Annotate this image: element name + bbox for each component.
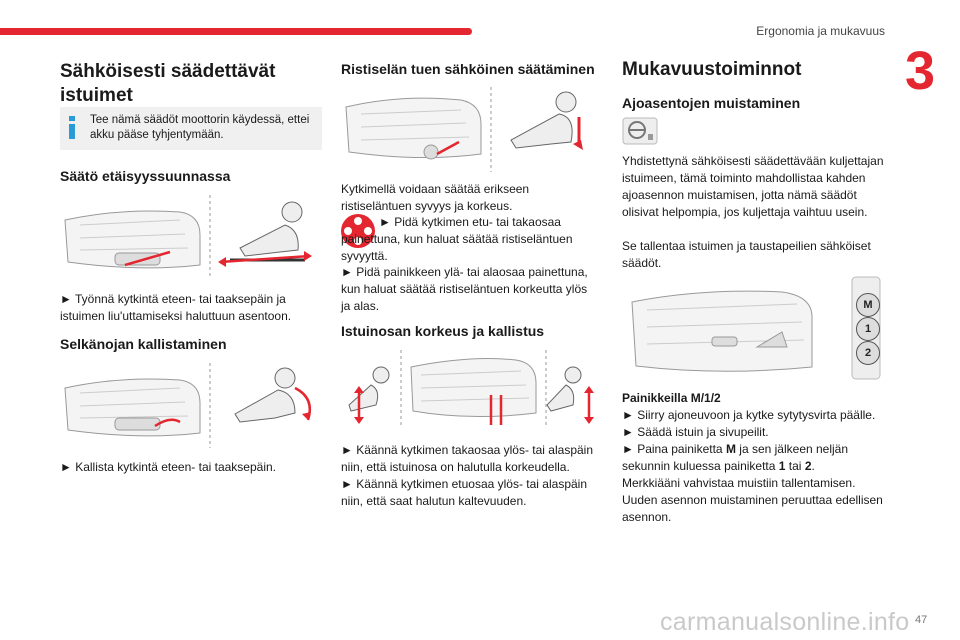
info-text: Tee nämä säädöt moottorin käydessä, ettei akku pääse tyhjentymään. [90,114,310,141]
seat-slide-illustration [60,190,320,280]
subtitle-memory: Ajoasentojen muistaminen [622,95,801,111]
info-box [60,107,322,150]
text-beep: Merkkiääni vahvistaa muistiin tallentamisen. [622,476,856,490]
buttons-title: Painikkeilla M/1/2 [622,391,721,405]
subtitle-lumbar: Ristiselän tuen sähköinen säätäminen [341,61,595,77]
text-memory-saves: Se tallentaa istuimen ja taustapeilien sähköiset säädöt. [622,239,871,270]
memory-buttons-illustration [622,272,884,382]
subtitle-distance: Säätö etäisyyssuunnassa [60,168,231,184]
text-overwrite: Uuden asennon muistaminen peruuttaa edellisen asennon. [622,493,883,524]
backrest-tilt-illustration [60,358,320,450]
memory-button-1: 1 [856,317,880,341]
text-lumbar-depth: ► Pidä kytkimen etu- tai takaosaa painettuna, kun haluat säätää ristiseläntuen syvyyttä. [341,215,573,263]
watermark: carmanualsonline.info [660,608,910,636]
text-distance: ► Työnnä kytkintä eteen- tai taaksepäin ja istuimen liu'uttamiseksi haluttuun asentoon. [60,292,292,323]
section-title-electric-seats: Sähköisesti säädettävät istuimet [60,61,276,106]
step-press: ► Paina painiketta M ja sen jälkeen neljän sekunnin kuluessa painiketta 1 tai 2. [622,442,849,473]
chapter-color-bar [0,28,472,35]
step-adjust: ► Säädä istuin ja sivupeilit. [622,425,769,439]
seat-height-illustration [341,345,606,430]
section-title-comfort: Mukavuustoiminnot [622,59,802,80]
subtitle-backrest: Selkänojan kallistaminen [60,336,227,352]
info-icon [69,116,76,140]
chapter-number: 3 [905,41,936,101]
text-lumbar-intro: Kytkimellä voidaan säätää erikseen ristiseläntuen syvyys ja korkeus. [341,182,530,213]
page-number: 47 [915,614,928,626]
subtitle-seat-height: Istuinosan korkeus ja kallistus [341,323,545,339]
memory-button-2: 2 [856,341,880,365]
step-ignition: ► Siirry ajoneuvoon ja kytke sytytysvirta päälle. [622,408,876,422]
text-memory-intro: Yhdistettynä sähköisesti säädettävään kuljettajan istuimeen, tämä toiminto mahdollistaa kahden ajoasennon muistamisen, jotta nämä säädöt olisivat helpompia, jos kuljettaja vaihtuu usein. [622,154,884,219]
memory-button-m: M [856,293,880,317]
text-seat-tilt: ► Käännä kytkimen etuosaa ylös- tai alaspäin niin, että saat halutun kaltevuuden. [341,477,588,508]
text-seat-height: ► Käännä kytkimen takaosaa ylös- tai alaspäin niin, että istuinosa on halutulla korkeudella. [341,443,594,474]
steering-wheel-memory-icon [622,117,658,145]
text-lumbar-height: ► Pidä painikkeen ylä- tai alaosaa painettuna, kun haluat säätää ristiseläntuen korkeutta ylös ja alas. [341,265,588,313]
section-header: Ergonomia ja mukavuus [756,24,885,38]
text-backrest: ► Kallista kytkintä eteen- tai taaksepäin. [60,460,276,474]
lumbar-illustration [341,82,601,174]
